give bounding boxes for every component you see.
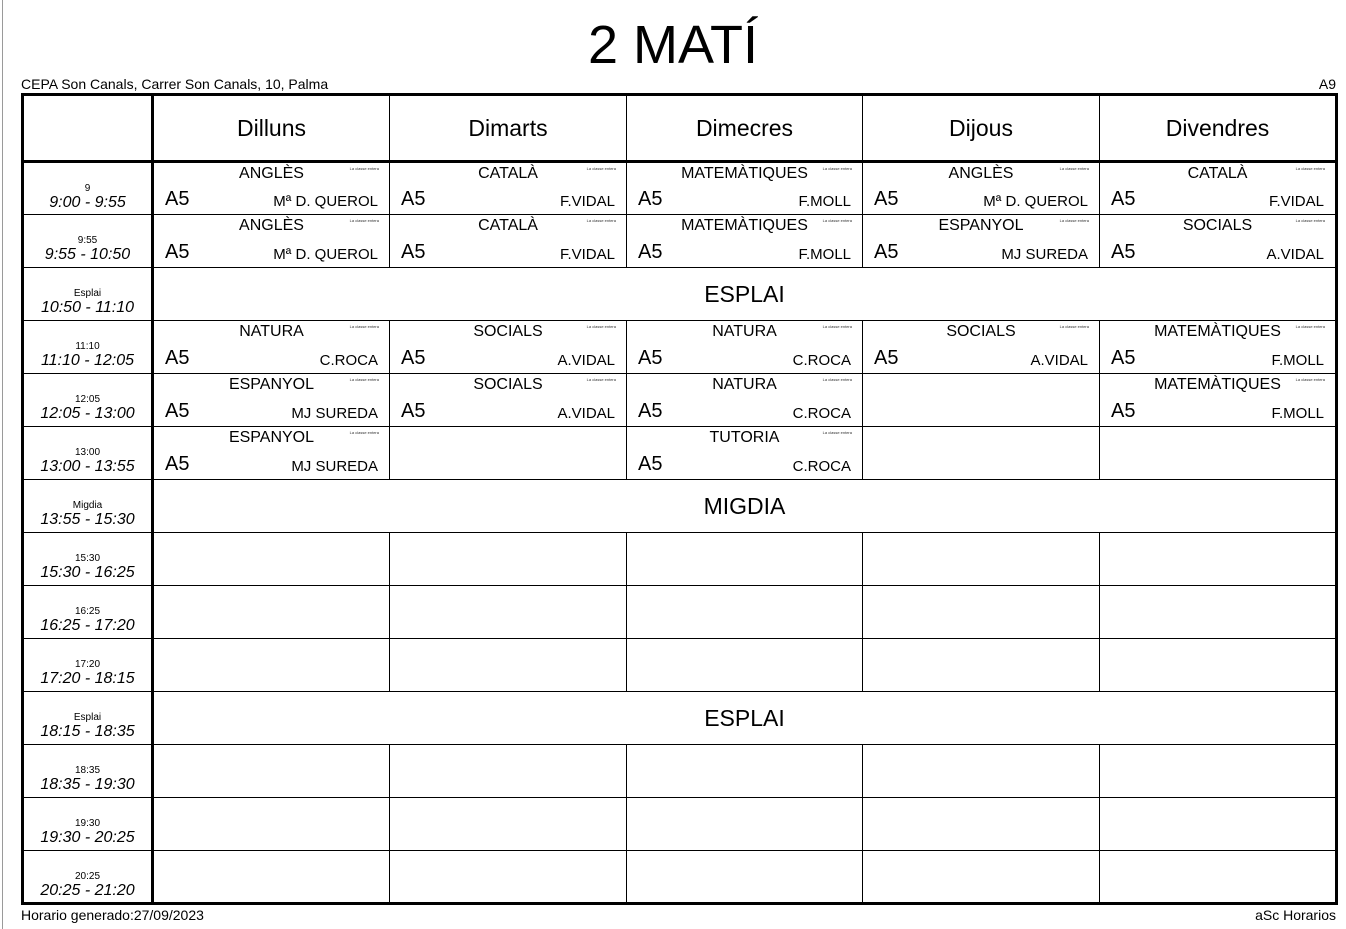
period-time-cell xyxy=(23,162,153,215)
lesson-subject: ESPANYOL xyxy=(938,217,1024,234)
empty-cell xyxy=(390,427,627,480)
lesson-subject: NATURA xyxy=(239,323,304,340)
empty-cell xyxy=(863,851,1100,904)
lesson-teacher: A.VIDAL xyxy=(1030,352,1088,369)
lesson-room: A5 xyxy=(638,241,663,263)
lesson-subject: SOCIALS xyxy=(1182,217,1253,234)
period-code: 15:30 xyxy=(74,553,101,564)
period-code: 19:30 xyxy=(74,818,101,829)
lesson-cell[interactable] xyxy=(627,321,863,374)
period-range: 19:30 - 20:25 xyxy=(40,829,135,846)
lesson-subject: ANGLÈS xyxy=(239,165,304,182)
period-code: 9 xyxy=(84,183,91,194)
timetable xyxy=(21,93,1338,905)
period-range: 18:35 - 19:30 xyxy=(40,776,135,793)
timetable-code: A9 xyxy=(1318,76,1336,92)
empty-cell xyxy=(627,586,863,639)
period-time-cell xyxy=(23,268,153,321)
software-credit: aSc Horarios xyxy=(1255,907,1336,923)
lesson-subject: SOCIALS xyxy=(473,323,543,340)
lesson-teacher: F.MOLL xyxy=(798,193,851,210)
period-row xyxy=(23,798,1337,851)
period-code: Esplai xyxy=(73,712,102,723)
lesson-cell[interactable] xyxy=(627,162,863,215)
day-header-row xyxy=(23,95,1337,162)
period-range: 18:15 - 18:35 xyxy=(40,723,135,740)
empty-cell xyxy=(390,639,627,692)
lesson-subject: SOCIALS xyxy=(473,376,543,393)
lesson-teacher: F.VIDAL xyxy=(1268,193,1324,210)
lesson-group-note: La classe entera xyxy=(1295,324,1325,329)
lesson-teacher: F.MOLL xyxy=(1271,352,1324,369)
lesson-subject: ESPANYOL xyxy=(228,376,315,393)
empty-cell xyxy=(390,586,627,639)
lesson-subject: CATALÀ xyxy=(478,217,538,234)
lesson-room: A5 xyxy=(401,188,426,210)
lesson-room: A5 xyxy=(165,453,190,475)
lesson-subject: MATEMÀTIQUES xyxy=(1154,323,1281,340)
period-code: 13:00 xyxy=(74,447,101,458)
period-code: 16:25 xyxy=(74,606,101,617)
empty-cell xyxy=(863,798,1100,851)
period-row xyxy=(23,745,1337,798)
empty-cell xyxy=(627,798,863,851)
period-code: 11:10 xyxy=(75,341,100,352)
lesson-room: A5 xyxy=(1111,400,1136,422)
lesson-teacher: F.MOLL xyxy=(798,246,851,263)
period-range: 9:55 - 10:50 xyxy=(44,246,131,263)
period-range: 20:25 - 21:20 xyxy=(40,882,135,899)
day-header: Dimarts xyxy=(390,95,627,162)
empty-cell xyxy=(1100,798,1337,851)
lesson-teacher: A.VIDAL xyxy=(557,352,615,369)
lesson-room: A5 xyxy=(874,347,899,369)
lesson-group-note: La classe entera xyxy=(822,430,852,435)
period-row xyxy=(23,533,1337,586)
lesson-group-note: La classe entera xyxy=(822,218,852,223)
lesson-group-note: La classe entera xyxy=(349,218,379,223)
lesson-cell[interactable] xyxy=(627,427,863,480)
period-time-cell xyxy=(23,639,153,692)
lesson-cell[interactable] xyxy=(863,215,1100,268)
break-cell: MIGDIA xyxy=(153,480,1337,533)
lesson-subject: TUTORIA xyxy=(709,429,780,446)
period-range: 13:00 - 13:55 xyxy=(40,458,135,475)
empty-cell xyxy=(1100,533,1337,586)
period-time-cell xyxy=(23,586,153,639)
generated-date: Horario generado:27/09/2023 xyxy=(21,907,204,923)
lesson-cell[interactable] xyxy=(390,215,627,268)
period-row xyxy=(23,427,1337,480)
lesson-group-note: La classe entera xyxy=(1295,166,1325,171)
page-title: 2 MATÍ xyxy=(587,15,758,75)
lesson-subject: ANGLÈS xyxy=(948,165,1014,182)
period-code: 9:55 xyxy=(77,235,98,246)
day-header: Divendres xyxy=(1100,95,1337,162)
lesson-cell[interactable] xyxy=(1100,321,1337,374)
empty-cell xyxy=(153,798,390,851)
lesson-cell[interactable] xyxy=(627,374,863,427)
lesson-room: A5 xyxy=(874,188,899,210)
lesson-room: A5 xyxy=(165,400,190,422)
lesson-room: A5 xyxy=(638,400,663,422)
lesson-group-note: La classe entera xyxy=(349,166,379,171)
period-time-cell xyxy=(23,374,153,427)
empty-cell xyxy=(1100,745,1337,798)
lesson-subject: MATEMÀTIQUES xyxy=(681,217,808,234)
lesson-subject: ESPANYOL xyxy=(228,429,315,446)
lesson-group-note: La classe entera xyxy=(349,324,379,329)
lesson-cell[interactable] xyxy=(153,162,390,215)
empty-cell xyxy=(153,639,390,692)
period-range: 12:05 - 13:00 xyxy=(40,405,135,422)
lesson-room: A5 xyxy=(1111,347,1136,369)
period-code: 18:35 xyxy=(74,765,101,776)
empty-cell xyxy=(863,533,1100,586)
lesson-group-note: La classe entera xyxy=(1059,218,1089,223)
lesson-group-note: La classe entera xyxy=(586,324,616,329)
lesson-cell[interactable] xyxy=(390,321,627,374)
break-cell: ESPLAI xyxy=(153,692,1337,745)
period-code: Esplai xyxy=(73,288,102,299)
lesson-cell[interactable] xyxy=(153,374,390,427)
lesson-room: A5 xyxy=(165,347,190,369)
page-edge-line xyxy=(2,0,3,929)
period-row xyxy=(23,374,1337,427)
lesson-subject: MATEMÀTIQUES xyxy=(1154,376,1281,393)
lesson-cell[interactable] xyxy=(153,427,390,480)
lesson-room: A5 xyxy=(401,347,426,369)
lesson-subject: ANGLÈS xyxy=(239,217,304,234)
period-code: 20:25 xyxy=(74,871,101,882)
lesson-cell[interactable] xyxy=(863,321,1100,374)
break-cell: ESPLAI xyxy=(153,268,1337,321)
period-range: 11:10 - 12:05 xyxy=(40,352,135,369)
empty-cell xyxy=(1100,639,1337,692)
period-row xyxy=(23,321,1337,374)
lesson-teacher: F.VIDAL xyxy=(559,193,615,210)
lesson-cell[interactable] xyxy=(390,162,627,215)
lesson-teacher: Mª D. QUEROL xyxy=(983,193,1088,210)
period-row xyxy=(23,639,1337,692)
lesson-room: A5 xyxy=(638,453,663,475)
lesson-cell[interactable] xyxy=(1100,162,1337,215)
day-header: Dilluns xyxy=(153,95,390,162)
lesson-room: A5 xyxy=(401,400,426,422)
empty-cell xyxy=(863,745,1100,798)
lesson-room: A5 xyxy=(401,241,426,263)
day-header: Dijous xyxy=(863,95,1100,162)
empty-cell xyxy=(627,745,863,798)
period-row xyxy=(23,851,1337,904)
period-time-cell xyxy=(23,427,153,480)
lesson-group-note: La classe entera xyxy=(586,218,616,223)
period-range: 10:50 - 11:10 xyxy=(40,299,135,316)
empty-cell xyxy=(627,851,863,904)
empty-cell xyxy=(627,533,863,586)
lesson-teacher: Mª D. QUEROL xyxy=(273,193,378,210)
period-range: 17:20 - 18:15 xyxy=(40,670,135,687)
empty-cell xyxy=(390,533,627,586)
lesson-teacher: C.ROCA xyxy=(319,352,378,369)
lesson-teacher: F.MOLL xyxy=(1271,405,1324,422)
period-range: 16:25 - 17:20 xyxy=(40,617,135,634)
lesson-room: A5 xyxy=(638,188,663,210)
period-range: 9:00 - 9:55 xyxy=(49,194,126,211)
lesson-group-note: La classe entera xyxy=(822,377,852,382)
lesson-room: A5 xyxy=(165,188,190,210)
empty-cell xyxy=(390,851,627,904)
lesson-subject: MATEMÀTIQUES xyxy=(681,165,808,182)
empty-cell xyxy=(153,745,390,798)
lesson-cell[interactable] xyxy=(1100,215,1337,268)
empty-cell xyxy=(863,374,1100,427)
lesson-cell[interactable] xyxy=(1100,374,1337,427)
period-code: Migdia xyxy=(72,500,103,511)
lesson-room: A5 xyxy=(1111,188,1136,210)
lesson-group-note: La classe entera xyxy=(1295,377,1325,382)
empty-cell xyxy=(153,533,390,586)
lesson-cell[interactable] xyxy=(153,321,390,374)
lesson-teacher: A.VIDAL xyxy=(557,405,615,422)
period-range: 13:55 - 15:30 xyxy=(40,511,135,528)
lesson-room: A5 xyxy=(638,347,663,369)
lesson-subject: CATALÀ xyxy=(478,165,538,182)
empty-cell xyxy=(390,798,627,851)
lesson-subject: CATALÀ xyxy=(1187,165,1248,182)
period-row xyxy=(23,215,1337,268)
day-header: Dimecres xyxy=(627,95,863,162)
empty-cell xyxy=(153,586,390,639)
lesson-teacher: MJ SUREDA xyxy=(1001,246,1088,263)
lesson-teacher: Mª D. QUEROL xyxy=(273,246,378,263)
period-time-cell xyxy=(23,692,153,745)
empty-cell xyxy=(153,851,390,904)
lesson-teacher: C.ROCA xyxy=(792,458,851,475)
lesson-room: A5 xyxy=(874,241,899,263)
lesson-teacher: A.VIDAL xyxy=(1266,246,1324,263)
period-time-cell xyxy=(23,321,153,374)
lesson-group-note: La classe entera xyxy=(586,377,616,382)
period-time-cell xyxy=(23,798,153,851)
period-range: 15:30 - 16:25 xyxy=(40,564,135,581)
period-time-cell xyxy=(23,215,153,268)
lesson-teacher: F.VIDAL xyxy=(559,246,615,263)
period-row xyxy=(23,162,1337,215)
lesson-cell[interactable] xyxy=(390,374,627,427)
period-row xyxy=(23,268,1337,321)
lesson-teacher: MJ SUREDA xyxy=(291,405,378,422)
empty-cell xyxy=(863,586,1100,639)
empty-cell xyxy=(1100,851,1337,904)
lesson-cell[interactable] xyxy=(153,215,390,268)
school-address: CEPA Son Canals, Carrer Son Canals, 10, Palma xyxy=(21,76,329,92)
lesson-room: A5 xyxy=(1111,241,1136,263)
period-time-cell xyxy=(23,745,153,798)
empty-cell xyxy=(863,639,1100,692)
lesson-teacher: C.ROCA xyxy=(792,405,851,422)
lesson-group-note: La classe entera xyxy=(349,430,379,435)
empty-cell xyxy=(627,639,863,692)
empty-cell xyxy=(1100,586,1337,639)
lesson-teacher: MJ SUREDA xyxy=(291,458,378,475)
empty-cell xyxy=(1100,427,1337,480)
lesson-group-note: La classe entera xyxy=(349,377,379,382)
empty-cell xyxy=(390,745,627,798)
lesson-teacher: C.ROCA xyxy=(792,352,851,369)
period-row xyxy=(23,480,1337,533)
lesson-subject: SOCIALS xyxy=(946,323,1016,340)
period-code: 17:20 xyxy=(74,659,101,670)
lesson-room: A5 xyxy=(165,241,190,263)
period-row xyxy=(23,586,1337,639)
lesson-group-note: La classe entera xyxy=(822,166,852,171)
lesson-group-note: La classe entera xyxy=(1059,166,1089,171)
lesson-subject: NATURA xyxy=(712,323,777,340)
period-time-cell xyxy=(23,480,153,533)
period-time-cell xyxy=(23,851,153,904)
lesson-group-note: La classe entera xyxy=(586,166,616,171)
lesson-cell[interactable] xyxy=(627,215,863,268)
lesson-group-note: La classe entera xyxy=(822,324,852,329)
lesson-group-note: La classe entera xyxy=(1295,218,1325,223)
lesson-cell[interactable] xyxy=(863,162,1100,215)
empty-cell xyxy=(863,427,1100,480)
lesson-group-note: La classe entera xyxy=(1059,324,1089,329)
lesson-subject: NATURA xyxy=(712,376,777,393)
period-row xyxy=(23,692,1337,745)
corner-cell xyxy=(23,95,153,162)
period-time-cell xyxy=(23,533,153,586)
period-code: 12:05 xyxy=(74,394,101,405)
